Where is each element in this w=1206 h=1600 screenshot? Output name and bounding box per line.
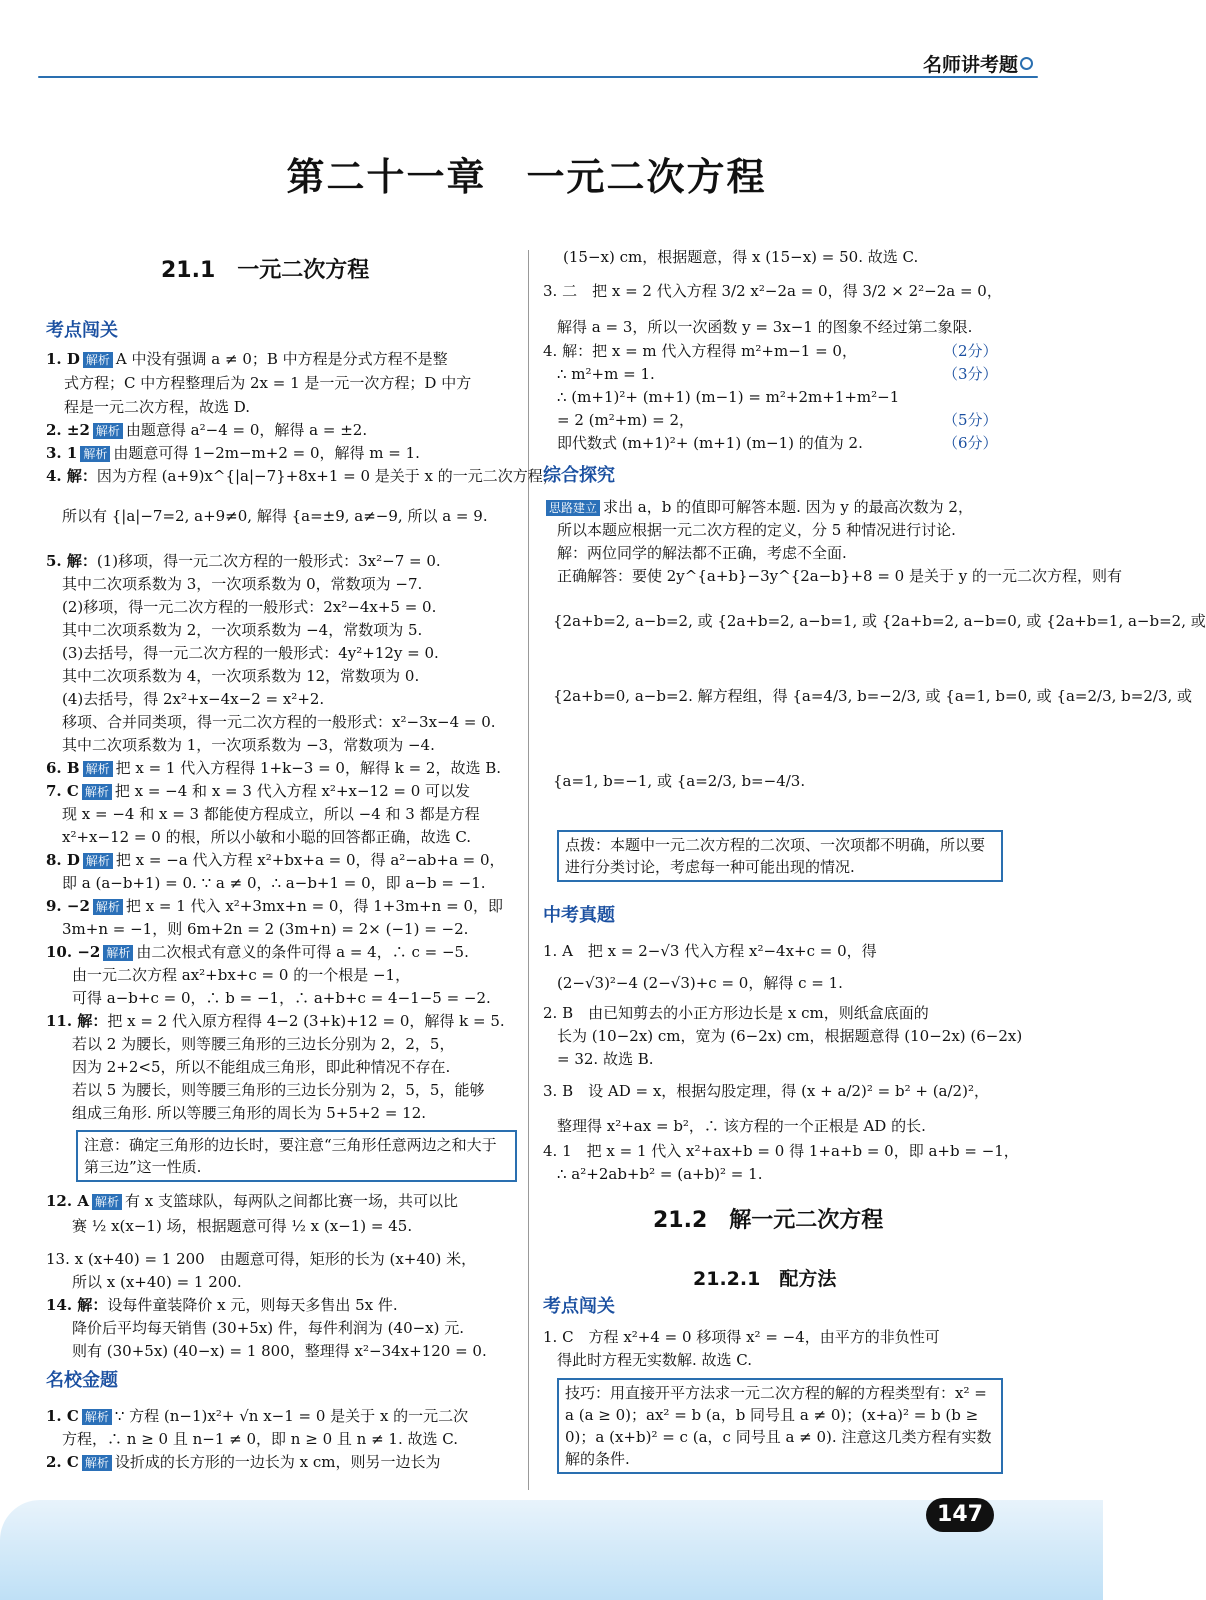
answer-line: 可得 a−b+c = 0，∴ b = −1，∴ a+b+c = 4−1−5 = −2.	[72, 989, 491, 1007]
header-rule	[38, 76, 1038, 78]
answer-line: {2a+b=2, a−b=2, 或 {2a+b=2, a−b=1, 或 {2a+b=2, a−b=0, 或 {2a+b=1, a−b=2, 或	[553, 612, 1206, 630]
answer-line: 其中二次项系数为 3，一次项系数为 0，常数项为 −7.	[62, 575, 423, 593]
answer-line: ∴ a²+2ab+b² = (a+b)² = 1.	[557, 1165, 763, 1183]
answer-line: 则有 (30+5x) (40−x) = 1 800，整理得 x²−34x+120 = 0.	[72, 1342, 487, 1360]
answer-z4: 4. 1 把 x = 1 代入 x²+ax+b = 0 得 1+a+b = 0，即 a+b = −1，	[543, 1142, 1019, 1160]
note-box: 注意：确定三角形的边长时，要注意“三角形任意两边之和大于第三边”这一性质.	[76, 1130, 517, 1182]
answer-14: 14. 解：设每件童装降价 x 元，则每天多售出 5x 件.	[46, 1296, 398, 1314]
answer-z1: 1. A 把 x = 2−√3 代入方程 x²−4x+c = 0，得	[543, 942, 877, 960]
section-title: 21.1 一元二次方程	[161, 258, 370, 283]
subsection-title: 21.2.1 配方法	[693, 1268, 837, 1290]
points-label: （2分）	[943, 342, 998, 360]
answer-line: 解：两位同学的解法都不正确，考虑不全面.	[557, 544, 847, 562]
tip-box: 点拨：本题中一元二次方程的二次项、一次项都不明确，所以要进行分类讨论，考虑每一种可能出现的情况.	[557, 830, 1003, 882]
answer-10: 10. −2 解析 由二次根式有意义的条件可得 a = 4，∴ c = −5.	[46, 943, 469, 961]
think-tag: 思路建立	[546, 500, 600, 516]
answer-line: 得此时方程无实数解. 故选 C.	[557, 1351, 753, 1369]
answer-line: (4)去括号，得 2x²+x−4x−2 = x²+2.	[62, 690, 325, 708]
answer-line: 长为 (10−2x) cm，宽为 (6−2x) cm，根据题意得 (10−2x) (6−2x)	[557, 1027, 1023, 1045]
answer-line: 组成三角形. 所以等腰三角形的周长为 5+5+2 = 12.	[72, 1104, 427, 1122]
answer-line: ∴ m²+m = 1.	[557, 365, 655, 383]
answer-line: {a=1, b=−1, 或 {a=2/3, b=−4/3.	[553, 772, 806, 790]
answer-line: 其中二次项系数为 4，一次项系数为 12，常数项为 0.	[62, 667, 420, 685]
answer-line: 3m+n = −1，则 6m+2n = 2 (3m+n) = 2× (−1) = −2.	[62, 920, 469, 938]
answer-line: 移项、合并同类项，得一元二次方程的一般形式：x²−3x−4 = 0.	[62, 713, 496, 731]
answer-9: 9. −2 解析 把 x = 1 代入 x²+3mx+n = 0，得 1+3m+n = 0，即	[46, 897, 503, 915]
answer-line: 即代数式 (m+1)²+ (m+1) (m−1) 的值为 2.	[557, 434, 863, 452]
answer-line: 所以 x (x+40) = 1 200.	[72, 1273, 242, 1291]
answer-line: 其中二次项系数为 2，一次项系数为 −4，常数项为 5.	[62, 621, 423, 639]
answer-line: 其中二次项系数为 1，一次项系数为 −3，常数项为 −4.	[62, 736, 435, 754]
answer-1: 1. D 解析 A 中没有强调 a ≠ 0；B 中方程是分式方程不是整	[46, 350, 448, 368]
answer-line: = 32. 故选 B.	[557, 1050, 654, 1068]
category-kaodian-2: 考点闯关	[543, 1296, 615, 1317]
answer-line: 程是一元二次方程，故选 D.	[64, 398, 251, 416]
answer-m1: 1. C 解析 ∵ 方程 (n−1)x²+ √n x−1 = 0 是关于 x 的一元二次	[46, 1407, 469, 1425]
answer-line: 整理得 x²+ax = b²，∴ 该方程的一个正根是 AD 的长.	[557, 1117, 926, 1135]
header-title: 名师讲考题	[922, 54, 1018, 76]
category-kaodian: 考点闯关	[46, 320, 118, 341]
answer-line: 解得 a = 3，所以一次函数 y = 3x−1 的图象不经过第二象限.	[557, 318, 973, 336]
page-number: 147	[926, 1498, 994, 1532]
points-label: （5分）	[943, 411, 998, 429]
answer-line: 所以有 {|a|−7=2, a+9≠0, 解得 {a=±9, a≠−9, 所以 a = 9.	[62, 507, 488, 525]
answer-line: (15−x) cm，根据题意，得 x (15−x) = 50. 故选 C.	[563, 248, 919, 266]
answer-line: (2−√3)²−4 (2−√3)+c = 0，解得 c = 1.	[557, 974, 843, 992]
answer-r3: 3. 二 把 x = 2 代入方程 3/2 x²−2a = 0，得 3/2 × 2²−2a = 0，	[543, 282, 1002, 300]
answer-line: {2a+b=0, a−b=2. 解方程组，得 {a=4/3, b=−2/3, 或 {a=1, b=0, 或 {a=2/3, b=2/3, 或	[553, 687, 1193, 705]
answer-line: 方程，∴ n ≥ 0 且 n−1 ≠ 0，即 n ≥ 0 且 n ≠ 1. 故选 C.	[62, 1430, 458, 1448]
section-title-2: 21.2 解一元二次方程	[653, 1208, 884, 1233]
jiexi-tag: 解析	[83, 352, 113, 368]
answer-line: (2)移项，得一元二次方程的一般形式：2x²−4x+5 = 0.	[62, 598, 437, 616]
category-zonghe: 综合探究	[543, 465, 615, 486]
answer-13: 13. x (x+40) = 1 200 由题意可得，矩形的长为 (x+40) 米，	[46, 1250, 477, 1268]
header-dot-icon	[1020, 57, 1033, 70]
answer-4: 4. 解：因为方程 (a+9)x^{|a|−7}+8x+1 = 0 是关于 x 的一元二次方程，	[46, 467, 558, 485]
answer-6: 6. B 解析 把 x = 1 代入方程得 1+k−3 = 0，解得 k = 2，故选 B.	[46, 759, 502, 777]
answer-line: 所以本题应根据一元二次方程的定义，分 5 种情况进行讨论.	[557, 521, 956, 539]
answer-p1: 1. C 方程 x²+4 = 0 移项得 x² = −4，由平方的非负性可	[543, 1328, 940, 1346]
answer-line: = 2 (m²+m) = 2，	[557, 411, 695, 429]
points-label: （3分）	[943, 365, 998, 383]
answer-line: (3)去括号，得一元二次方程的一般形式：4y²+12y = 0.	[62, 644, 439, 662]
answer-line: 即 a (a−b+1) = 0. ∵ a ≠ 0，∴ a−b+1 = 0，即 a−b = −1.	[62, 874, 486, 892]
answer-3: 3. 1 解析 由题意可得 1−2m−m+2 = 0，解得 m = 1.	[46, 444, 420, 462]
answer-z2: 2. B 由已知剪去的小正方形边长是 x cm，则纸盒底面的	[543, 1004, 929, 1022]
skill-box: 技巧：用直接开平方法求一元二次方程的解的方程类型有：x² = a (a ≥ 0)；ax² = b (a，b 同号且 a ≠ 0)；(x+a)² = b (b ≥ 0)；a (x+b)² = c (a，c 同号且 a ≠ 0). 注意这几类方程有实数解的条件.	[557, 1378, 1003, 1474]
answer-line: 由一元二次方程 ax²+bx+c = 0 的一个根是 −1，	[72, 966, 411, 984]
answer-line: 因为 2+2<5，所以不能组成三角形，即此种情况不存在.	[72, 1058, 451, 1076]
answer-m2: 2. C 解析 设折成的长方形的一边长为 x cm，则另一边长为	[46, 1453, 441, 1471]
answer-r4: 4. 解：把 x = m 代入方程得 m²+m−1 = 0，	[543, 342, 857, 360]
think-line: 思路建立 求出 a，b 的值即可解答本题. 因为 y 的最高次数为 2，	[543, 496, 973, 518]
points-label: （6分）	[943, 434, 998, 452]
answer-5: 5. 解：(1)移项，得一元二次方程的一般形式：3x²−7 = 0.	[46, 552, 441, 570]
answer-line: 降价后平均每天销售 (30+5x) 件，每件利润为 (40−x) 元.	[72, 1319, 465, 1337]
answer-z3: 3. B 设 AD = x，根据勾股定理，得 (x + a/2)² = b² + (a/2)²，	[543, 1082, 989, 1100]
answer-line: ∴ (m+1)²+ (m+1) (m−1) = m²+2m+1+m²−1	[557, 388, 900, 406]
answer-line: 若以 2 为腰长，则等腰三角形的三边长分别为 2，2，5，	[72, 1035, 455, 1053]
category-mingxiao: 名校金题	[46, 1370, 118, 1391]
answer-line: 式方程；C 中方程整理后为 2x = 1 是一元一次方程；D 中方	[64, 374, 472, 392]
chapter-title: 第二十一章 一元二次方程	[286, 155, 767, 199]
answer-line: 正确解答：要使 2y^{a+b}−3y^{2a−b}+8 = 0 是关于 y 的一元二次方程，则有	[557, 567, 1122, 585]
answer-line: 赛 ½ x(x−1) 场，根据题意可得 ½ x (x−1) = 45.	[72, 1217, 413, 1235]
answer-12: 12. A 解析 有 x 支篮球队，每两队之间都比赛一场，共可以比	[46, 1192, 458, 1210]
answer-line: x²+x−12 = 0 的根，所以小敏和小聪的回答都正确，故选 C.	[62, 828, 472, 846]
answer-11: 11. 解：把 x = 2 代入原方程得 4−2 (3+k)+12 = 0，解得 k = 5.	[46, 1012, 505, 1030]
answer-8: 8. D 解析 把 x = −a 代入方程 x²+bx+a = 0，得 a²−ab+a = 0，	[46, 851, 505, 869]
answer-line: 若以 5 为腰长，则等腰三角形的三边长分别为 2，5，5，能够	[72, 1081, 485, 1099]
column-divider	[528, 250, 529, 1490]
answer-2: 2. ±2 解析 由题意得 a²−4 = 0，解得 a = ±2.	[46, 421, 368, 439]
answer-line: 现 x = −4 和 x = 3 都能使方程成立，所以 −4 和 3 都是方程	[62, 805, 480, 823]
category-zhongkao: 中考真题	[543, 905, 615, 926]
answer-7: 7. C 解析 把 x = −4 和 x = 3 代入方程 x²+x−12 = 0 可以发	[46, 782, 471, 800]
